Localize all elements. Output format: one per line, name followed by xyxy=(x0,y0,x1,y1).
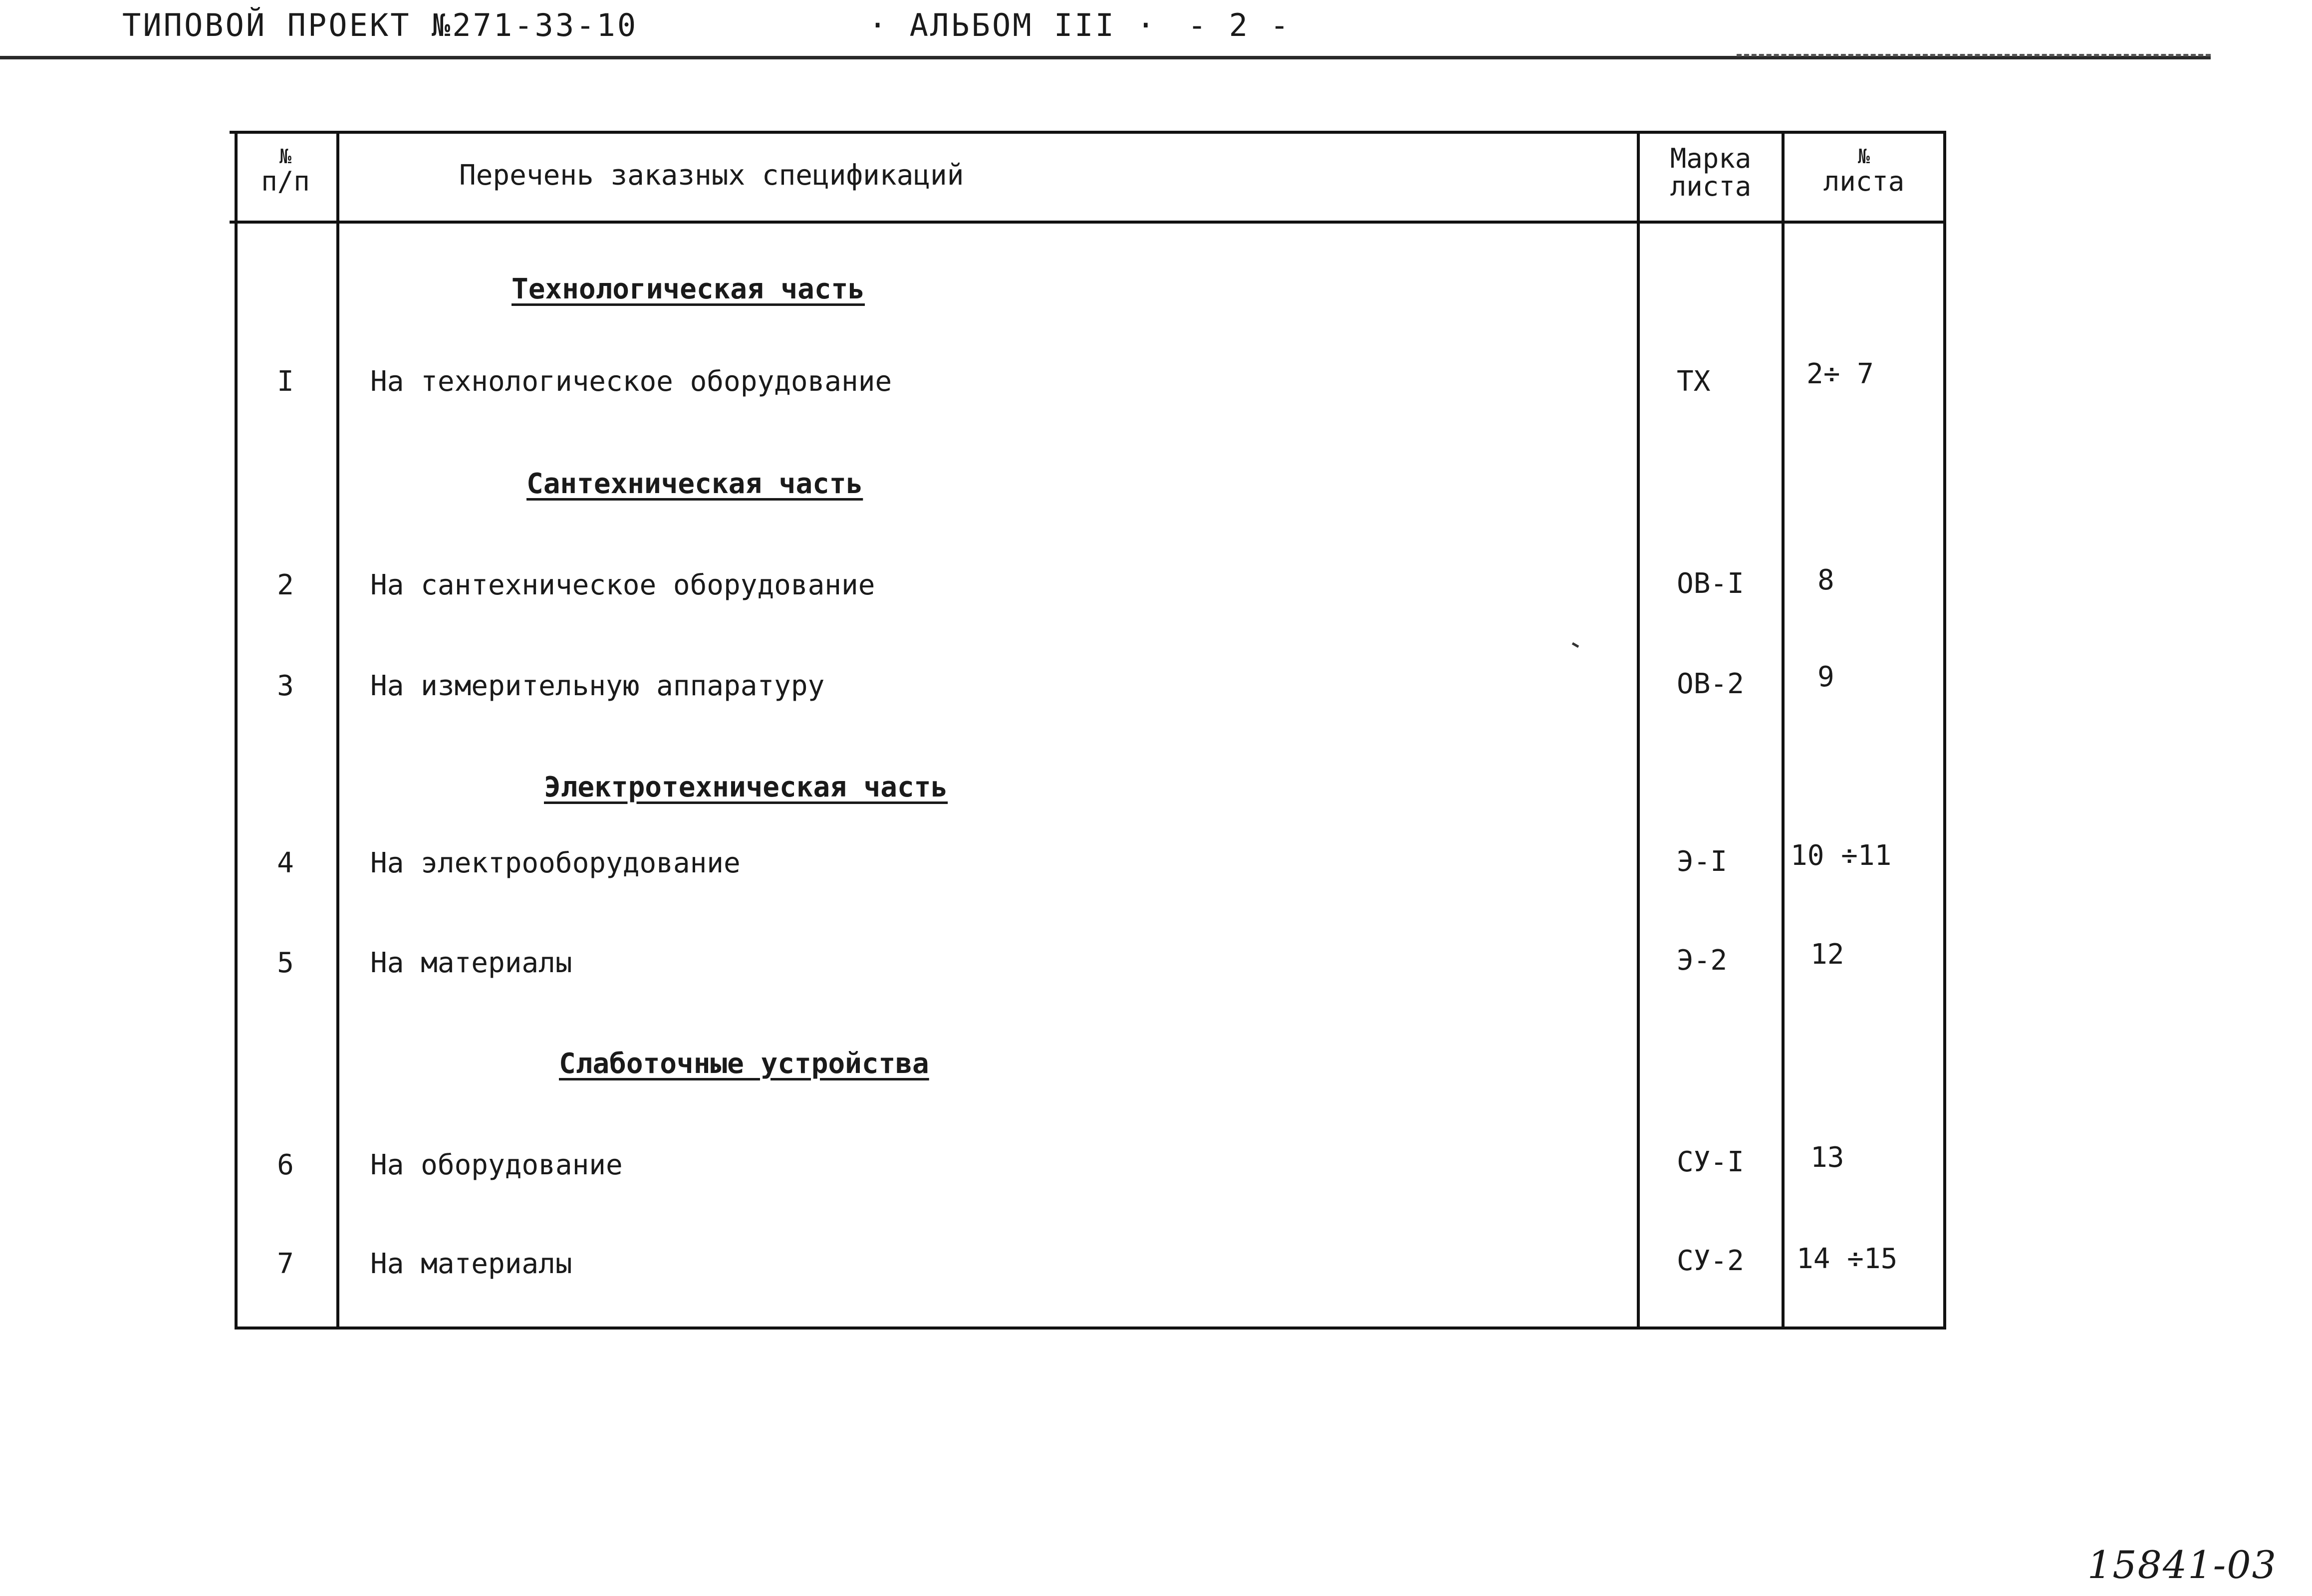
row-number: 6 xyxy=(277,1149,294,1181)
page-number: - 2 - xyxy=(1188,7,1291,43)
row-number: 3 xyxy=(277,670,294,702)
header-mark-top: Марка xyxy=(1670,143,1752,174)
section-title: Сантехническая часть xyxy=(526,468,863,500)
section-title: Электротехническая часть xyxy=(544,771,948,803)
row-name: На технологическое оборудование xyxy=(370,365,892,398)
specification-table xyxy=(235,131,1946,1330)
header-sheet xyxy=(1785,146,1943,196)
table-bottom-border xyxy=(235,1327,1946,1330)
column-divider-num xyxy=(336,131,339,1330)
header-rule xyxy=(0,56,2211,59)
row-sheets: 2÷ 7 xyxy=(1806,358,1874,390)
header-num-label: п/п xyxy=(261,166,310,197)
header-rule-dashed xyxy=(1737,54,2211,56)
row-name: На сантехническое оборудование xyxy=(370,569,875,601)
album-label: · АЛЬБОМ III · xyxy=(868,7,1157,43)
row-sheets: 14 ÷15 xyxy=(1797,1243,1898,1275)
row-number: 2 xyxy=(277,569,294,601)
row-sheets: 8 xyxy=(1817,564,1834,596)
table-right-border xyxy=(1943,131,1946,1330)
row-mark: ТХ xyxy=(1677,365,1711,398)
row-mark: ОВ-2 xyxy=(1677,668,1744,700)
section-title: Слаботочные устройства xyxy=(559,1048,929,1080)
header-list-title: Перечень заказных спецификаций xyxy=(459,159,964,192)
header-num xyxy=(235,146,336,196)
row-number: 7 xyxy=(277,1248,294,1280)
row-name: На электрооборудование xyxy=(370,847,741,879)
header-sheet-symbol: № xyxy=(1857,145,1870,168)
header-num-symbol: № xyxy=(279,145,292,168)
row-mark: СУ-I xyxy=(1677,1146,1744,1178)
row-name: На материалы xyxy=(370,1248,572,1280)
row-name: На оборудование xyxy=(370,1149,623,1181)
header-sheet-label: листа xyxy=(1823,166,1905,197)
row-name: На измерительную аппаратуру xyxy=(370,670,825,702)
row-mark: ОВ-I xyxy=(1677,567,1744,600)
row-sheets: 9 xyxy=(1817,661,1834,693)
row-mark: СУ-2 xyxy=(1677,1245,1744,1277)
row-number: 4 xyxy=(277,847,294,879)
table-top-border xyxy=(230,131,1946,134)
row-number: 5 xyxy=(277,947,294,979)
project-number: ТИПОВОЙ ПРОЕКТ №271-33-10 xyxy=(122,7,638,43)
document-code: 15841-03 xyxy=(2087,1543,2277,1587)
row-name: На материалы xyxy=(370,947,572,979)
row-mark: Э-2 xyxy=(1677,944,1728,977)
header-bottom-border xyxy=(230,221,1946,224)
column-divider-sheet xyxy=(1782,131,1785,1330)
page-header xyxy=(0,0,2312,65)
row-number: I xyxy=(277,365,294,398)
row-sheets: 13 xyxy=(1810,1141,1844,1174)
row-sheets: 12 xyxy=(1810,938,1844,971)
row-mark: Э-I xyxy=(1677,845,1728,878)
header-mark xyxy=(1640,145,1782,201)
header-mark-bottom: листа xyxy=(1670,171,1752,202)
row-sheets: 10 ÷11 xyxy=(1791,839,1892,872)
section-title: Технологическая часть xyxy=(512,273,865,305)
column-divider-mark xyxy=(1637,131,1640,1330)
